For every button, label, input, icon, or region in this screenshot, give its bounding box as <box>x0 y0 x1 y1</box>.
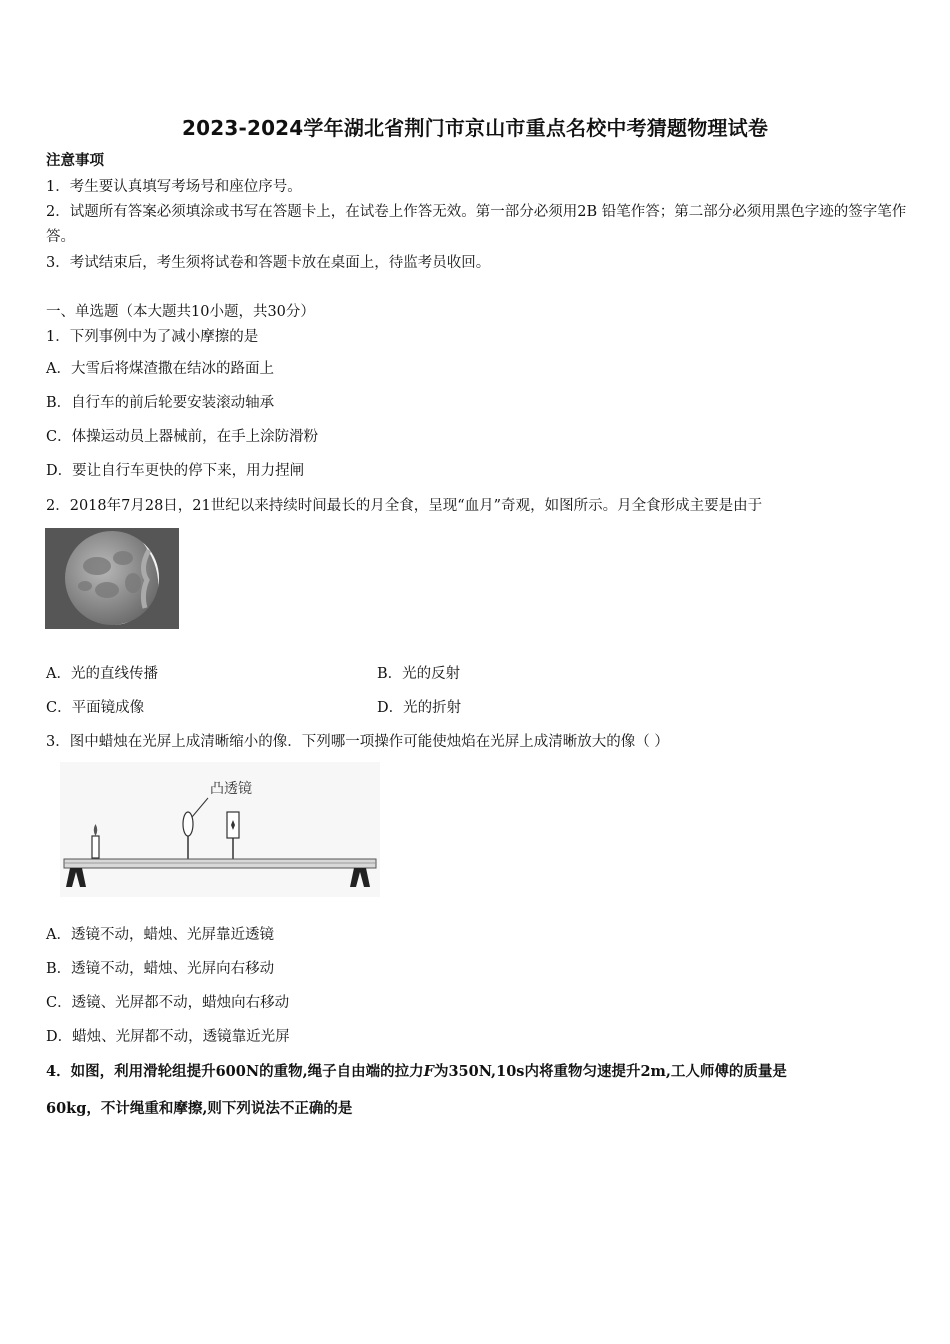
question-2-option-d: D．光的折射 <box>377 700 462 716</box>
convex-lens-icon <box>183 812 193 836</box>
optical-bench-figure <box>60 762 380 897</box>
question-3-option-a: A．透镜不动，蜡烛、光屏靠近透镜 <box>46 927 274 943</box>
question-2-option-a: A．光的直线传播 <box>46 666 158 682</box>
question-1-stem: 1．下列事例中为了减小摩擦的是 <box>46 329 259 345</box>
question-2-option-c: C．平面镜成像 <box>46 700 145 716</box>
notice-item-3: 3．考试结束后，考生须将试卷和答题卡放在桌面上，待监考员收回。 <box>46 255 491 271</box>
question-1-option-c: C．体操运动员上器械前，在手上涂防滑粉 <box>46 429 319 445</box>
question-3-option-b: B．透镜不动，蜡烛、光屏向右移动 <box>46 961 275 977</box>
question-2-option-b: B．光的反射 <box>377 666 461 682</box>
question-4-variable-f: F <box>423 1063 434 1080</box>
question-4-stem-part-b: 为350N,10s内将重物匀速提升2m,工人师傅的质量是 <box>433 1063 787 1080</box>
section-heading: 一、单选题（本大题共10小题，共30分） <box>46 304 315 320</box>
question-1-option-b: B．自行车的前后轮要安装滚动轴承 <box>46 395 275 411</box>
question-4-stem-line-2: 60kg，不计绳重和摩擦,则下列说法不正确的是 <box>46 1100 353 1117</box>
convex-lens-label: 凸透镜 <box>210 781 252 797</box>
question-3-option-d: D．蜡烛、光屏都不动，透镜靠近光屏 <box>46 1029 290 1045</box>
question-1-option-a: A．大雪后将煤渣撒在结冰的路面上 <box>46 361 274 377</box>
question-3-option-c: C．透镜、光屏都不动，蜡烛向右移动 <box>46 995 290 1011</box>
notice-heading: 注意事项 <box>46 152 104 169</box>
candle-icon <box>92 836 99 858</box>
question-4-stem-line-1 <box>46 1062 908 1082</box>
notice-item-1: 1．考生要认真填写考场号和座位序号。 <box>46 179 302 195</box>
page-title: 2023-2024学年湖北省荆门市京山市重点名校中考猜题物理试卷 <box>181 116 769 140</box>
question-2-stem: 2．2018年7月28日，21世纪以来持续时间最长的月全食，呈现“血月”奇观，如图所示。月全食形成主要是由于 <box>46 498 763 514</box>
question-4-stem-part-a: 4．如图，利用滑轮组提升600N的重物,绳子自由端的拉力 <box>46 1063 424 1080</box>
blood-moon-figure <box>45 528 179 629</box>
notice-item-2: 2．试题所有答案必须填涂或书写在答题卡上，在试卷上作答无效。第一部分必须用2B 铅笔作答；第二部分必须用黑色字迹的签字笔作答。 <box>46 204 907 245</box>
question-1-option-d: D．要让自行车更快的停下来，用力捏闸 <box>46 463 305 479</box>
question-3-stem: 3．图中蜡烛在光屏上成清晰缩小的像．下列哪一项操作可能使烛焰在光屏上成清晰放大的像（ ） <box>46 734 669 750</box>
